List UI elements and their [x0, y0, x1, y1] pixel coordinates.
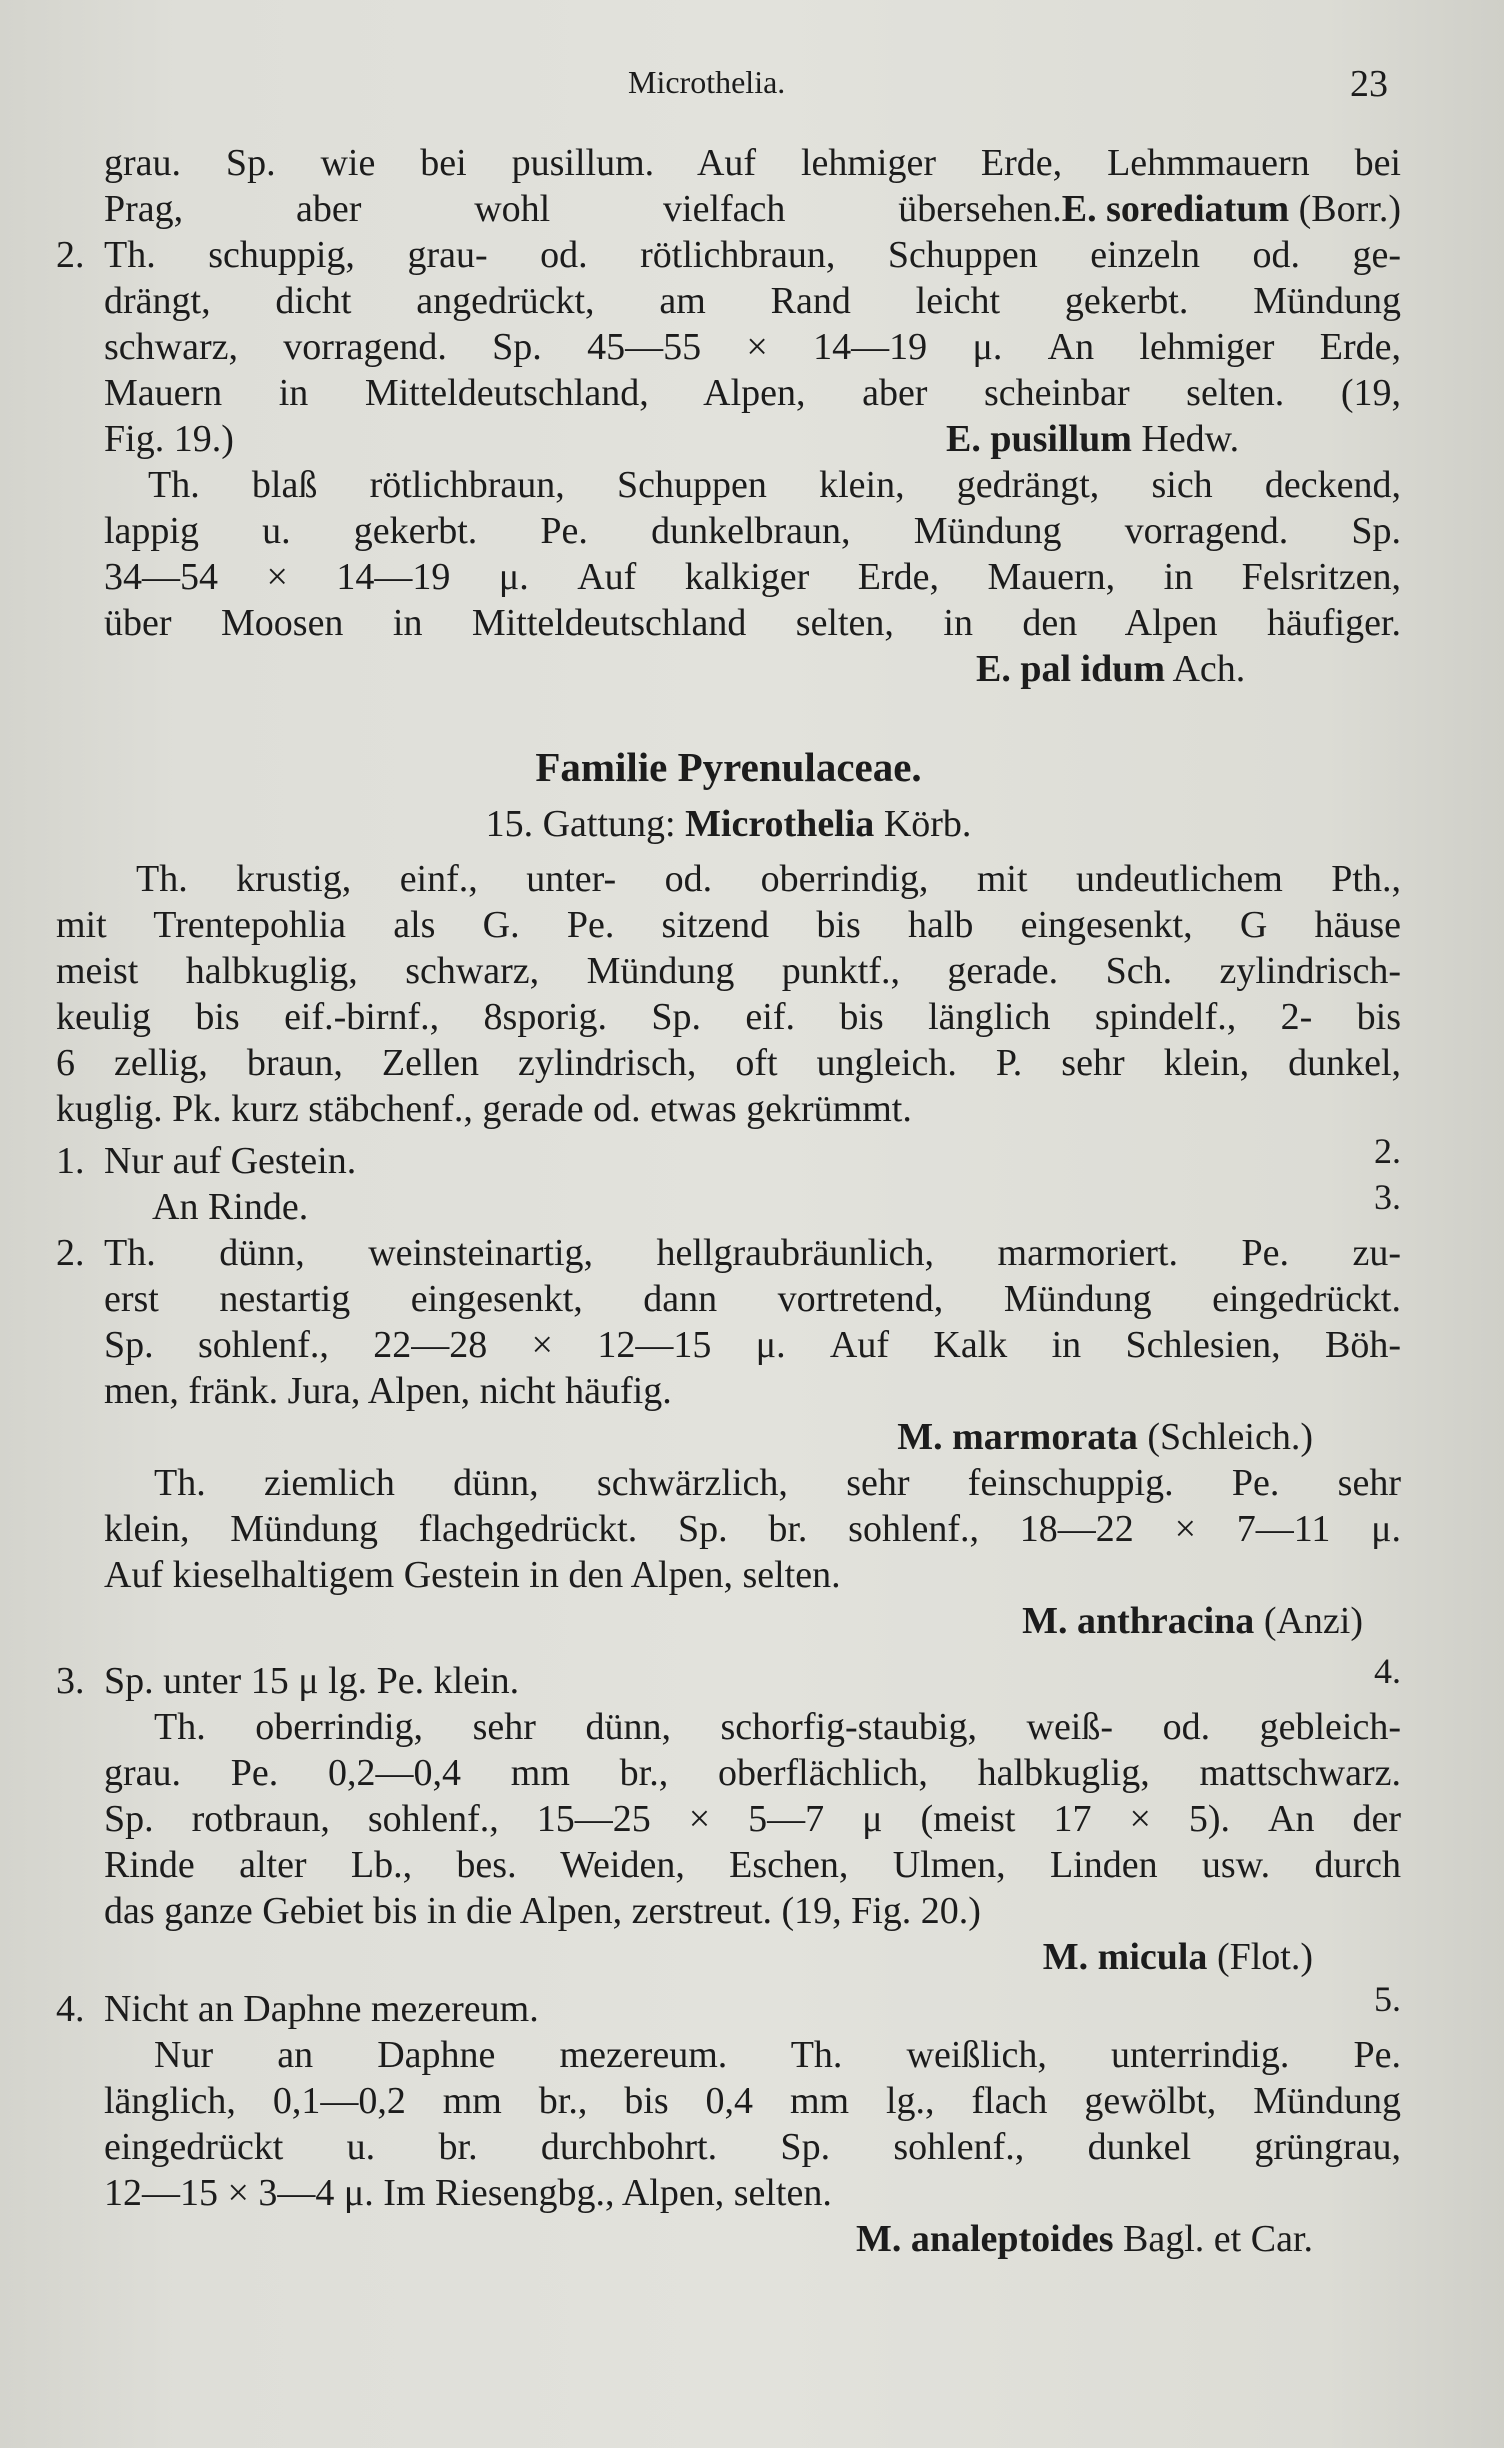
text-line: Th. ziemlich dünn, schwärzlich, sehr feinschuppig. Pe. sehr [154, 1462, 1401, 1504]
key-line [56, 1979, 1401, 2032]
running-title: Microthelia. [628, 64, 786, 100]
key-number: 3. [56, 1660, 85, 1702]
species-entry [976, 646, 1245, 692]
species-line [56, 1598, 1401, 1644]
species-name: M. micula [1042, 1936, 1208, 1978]
species-name: M. anthracina [1022, 1600, 1255, 1642]
genus-name: Microthelia [685, 803, 875, 845]
text-line [56, 186, 1401, 232]
species-author: Bagl. et Car. [1123, 2218, 1313, 2260]
species-name: E. pusillum [946, 418, 1132, 460]
species-line [56, 1934, 1401, 1980]
text-line: men, fränk. Jura, Alpen, nicht häufig. [104, 1370, 672, 1412]
text-line [56, 646, 1401, 692]
key-lead: 2. [1374, 1131, 1401, 1171]
text-line: Th. oberrindig, sehr dünn, schorfig-staubig, weiß- od. gebleich- [154, 1706, 1401, 1748]
text-segment: Fig. 19.) [104, 418, 234, 460]
text-line: schwarz, vorragend. Sp. 45—55 × 14—19 μ. An lehmiger Erde, [104, 326, 1401, 368]
text-line: grau. Pe. 0,2—0,4 mm br., oberflächlich, halbkuglig, mattschwarz. [104, 1752, 1401, 1794]
key-text: Sp. unter 15 μ lg. Pe. klein. [104, 1660, 520, 1702]
text-line: erst nestartig eingesenkt, dann vortretend, Mündung eingedrückt. [104, 1278, 1401, 1320]
species-author: Hedw. [1141, 418, 1240, 460]
key-line [56, 1177, 1401, 1230]
key-number: 2. [56, 234, 85, 276]
text-line: Th. krustig, einf., unter- od. oberrindig, mit undeutlichem Pth., [136, 858, 1401, 900]
genus-prefix: 15. Gattung: [485, 803, 676, 845]
text-segment: Prag, aber wohl vielfach übersehen. [104, 188, 1062, 230]
text-line: meist halbkuglig, schwarz, Mündung punktf., gerade. Sch. zylindrisch- [56, 950, 1401, 992]
text-line: kuglig. Pk. kurz stäbchenf., gerade od. etwas gekrümmt. [56, 1088, 912, 1130]
text-line: 34—54 × 14—19 μ. Auf kalkiger Erde, Mauern, in Felsritzen, [104, 556, 1401, 598]
key-text: An Rinde. [152, 1186, 309, 1228]
genus-author: Körb. [883, 803, 972, 845]
species-name: E. pal idum [976, 648, 1166, 690]
text-line: Rinde alter Lb., bes. Weiden, Eschen, Ulmen, Linden usw. durch [104, 1844, 1401, 1886]
text-line: lappig u. gekerbt. Pe. dunkelbraun, Mündung vorragend. Sp. [104, 510, 1401, 552]
species-line [56, 2216, 1401, 2262]
text-line: länglich, 0,1—0,2 mm br., bis 0,4 mm lg., flach gewölbt, Mündung [104, 2080, 1401, 2122]
species-author: (Schleich.) [1147, 1416, 1313, 1458]
key-number: 2. [56, 1232, 85, 1274]
text-line: eingedrückt u. br. durchbohrt. Sp. sohlenf., dunkel grüngrau, [104, 2126, 1401, 2168]
species-entry [946, 416, 1239, 462]
genus-heading [56, 798, 1401, 850]
species-author: Ach. [1172, 648, 1246, 690]
species-author: (Flot.) [1216, 1936, 1313, 1978]
text-line: drängt, dicht angedrückt, am Rand leicht gekerbt. Mündung [104, 280, 1401, 322]
text-line: keulig bis eif.-birnf., 8sporig. Sp. eif. bis länglich spindelf., 2- bis [56, 996, 1401, 1038]
text-segment: Th. dünn, weinsteinartig, hellgraubräunlich, marmoriert. Pe. zu- [104, 1232, 1401, 1274]
text-line: grau. Sp. wie bei pusillum. Auf lehmiger Erde, Lehmmauern bei [104, 142, 1401, 184]
species-name: M. analeptoides [855, 2218, 1114, 2260]
text-line: über Moosen in Mitteldeutschland selten, in den Alpen häufiger. [104, 602, 1401, 644]
key-number: 1. [56, 1140, 85, 1182]
text-line: das ganze Gebiet bis in die Alpen, zerstreut. (19, Fig. 20.) [104, 1890, 981, 1932]
key-line [56, 1131, 1401, 1184]
text-line: mit Trentepohlia als G. Pe. sitzend bis halb eingesenkt, G häuse [56, 904, 1401, 946]
key-lead: 5. [1374, 1979, 1401, 2019]
key-line [56, 1651, 1401, 1704]
species-name: M. marmorata [897, 1416, 1138, 1458]
text-line [56, 232, 1401, 278]
text-line: Sp. rotbraun, sohlenf., 15—25 × 5—7 μ (meist 17 × 5). An der [104, 1798, 1401, 1840]
text-line: klein, Mündung flachgedrückt. Sp. br. sohlenf., 18—22 × 7—11 μ. [104, 1508, 1401, 1550]
species-line [56, 1414, 1401, 1460]
key-number: 4. [56, 1988, 85, 2030]
text-segment: Th. schuppig, grau- od. rötlichbraun, Schuppen einzeln od. ge- [104, 234, 1401, 276]
page-header [0, 62, 1504, 112]
species-author: (Borr.) [1298, 188, 1401, 230]
species-entry [1062, 186, 1401, 232]
text-line [56, 416, 1401, 462]
key-text: Nicht an Daphne mezereum. [104, 1988, 539, 2030]
text-line [56, 1230, 1401, 1276]
species-name: E. sorediatum [1061, 188, 1290, 230]
key-text: Nur auf Gestein. [104, 1140, 357, 1182]
page-number: 23 [1350, 63, 1388, 105]
text-line: Sp. sohlenf., 22—28 × 12—15 μ. Auf Kalk in Schlesien, Böh- [104, 1324, 1401, 1366]
species-author: (Anzi) [1263, 1600, 1363, 1642]
text-line: Mauern in Mitteldeutschland, Alpen, aber scheinbar selten. (19, [104, 372, 1401, 414]
page-body [56, 140, 1401, 2262]
text-line: Auf kieselhaltigem Gestein in den Alpen, selten. [104, 1554, 841, 1596]
key-lead: 3. [1374, 1177, 1401, 1217]
family-heading: Familie Pyrenulaceae. [535, 744, 922, 790]
text-line: Nur an Daphne mezereum. Th. weißlich, unterrindig. Pe. [154, 2034, 1401, 2076]
text-line: 6 zellig, braun, Zellen zylindrisch, oft ungleich. P. sehr klein, dunkel, [56, 1042, 1401, 1084]
text-line: Th. blaß rötlichbraun, Schuppen klein, gedrängt, sich deckend, [148, 464, 1401, 506]
text-line: 12—15 × 3—4 μ. Im Riesengbg., Alpen, selten. [104, 2172, 832, 2214]
key-lead: 4. [1374, 1651, 1401, 1691]
